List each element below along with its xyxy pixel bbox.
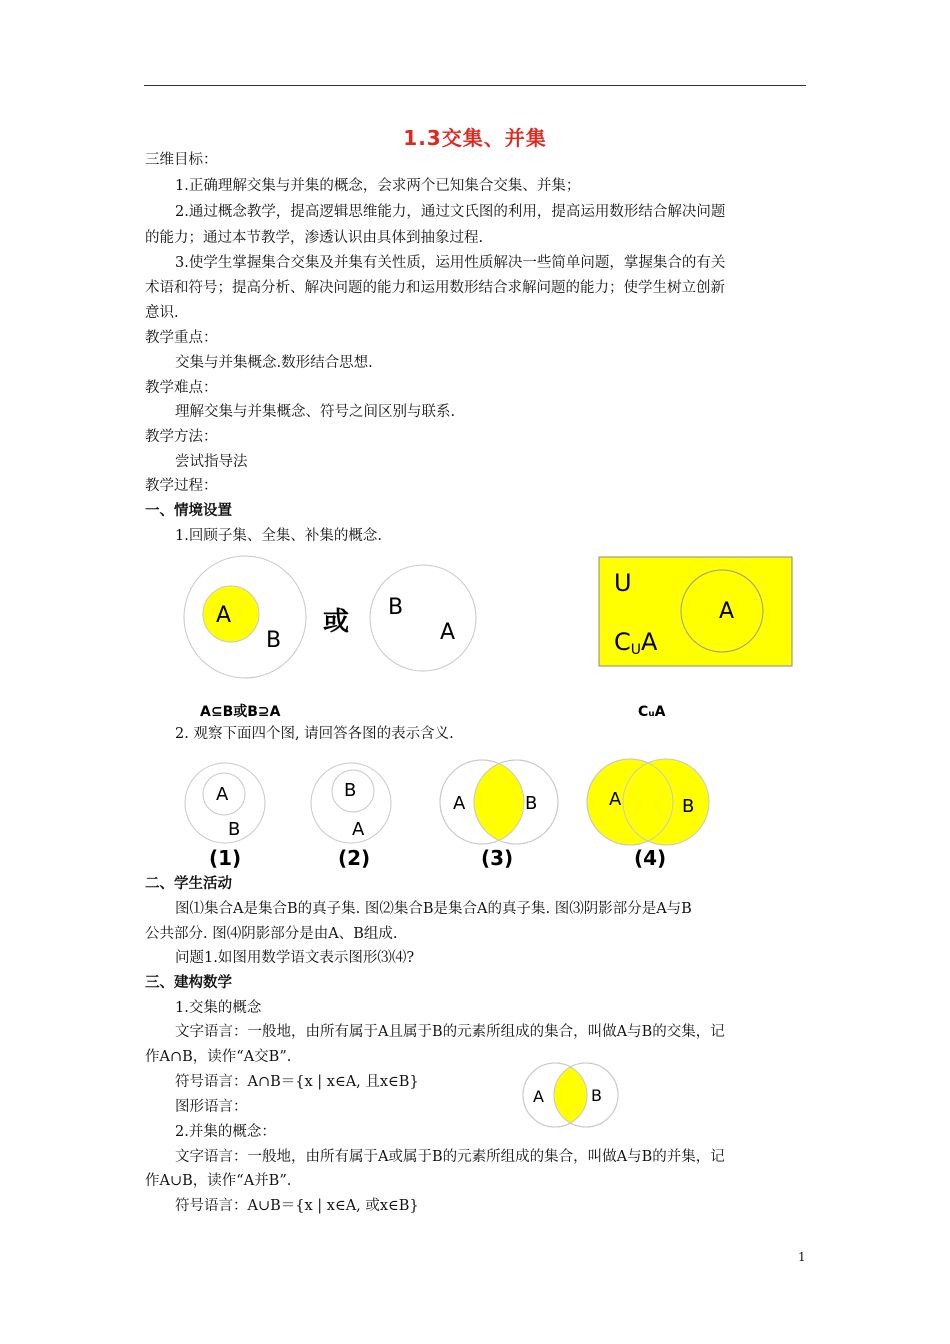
text-line: 1.回顾子集、全集、补集的概念. bbox=[175, 528, 382, 544]
diagram1-label-a: A bbox=[216, 784, 229, 805]
section-heading: 二、学生活动 bbox=[145, 876, 232, 892]
page-number: 1 bbox=[798, 1250, 806, 1264]
text-line: 理解交集与并集概念、符号之间区别与联系. bbox=[175, 404, 456, 420]
label-a: A bbox=[216, 603, 232, 628]
label-complement: CUA bbox=[614, 628, 658, 658]
text-line: 公共部分. 图⑷阴影部分是由A、B组成. bbox=[145, 926, 398, 942]
text-line: 2. 观察下面四个图, 请回答各图的表示含义. bbox=[175, 726, 454, 742]
text-line: 2.通过概念教学，提高逻辑思维能力，通过文氏图的利用，提高运用数形结合解决问题 bbox=[175, 204, 726, 220]
text-line: 文字语言：一般地，由所有属于A或属于B的元素所组成的集合，叫做A与B的并集，记 bbox=[175, 1149, 725, 1165]
caption-3: (3) bbox=[481, 846, 514, 870]
diagram3-label-a: A bbox=[453, 793, 466, 814]
diagram1-label-b: B bbox=[228, 819, 241, 840]
section-heading: 三、建构数学 bbox=[145, 975, 232, 991]
text-line: 1.正确理解交集与并集的概念，会求两个已知集合交集、并集； bbox=[175, 178, 581, 194]
caption-subset: A⊆B或B⊇A bbox=[200, 704, 281, 720]
text-line: 符号语言：A∪B＝{x | x∈A, 或x∈B} bbox=[175, 1198, 419, 1214]
text-line: 符号语言：A∩B＝{x | x∈A, 且x∈B} bbox=[175, 1074, 419, 1090]
caption-complement: CᵤA bbox=[638, 704, 666, 720]
text-line: 尝试指导法 bbox=[175, 454, 248, 470]
text-line: 文字语言：一般地，由所有属于A且属于B的元素所组成的集合，叫做A与B的交集，记 bbox=[175, 1024, 725, 1040]
section-heading: 一、情境设置 bbox=[145, 503, 232, 519]
text-line: 问题1.如图用数学语文表示图形⑶⑷? bbox=[175, 950, 415, 966]
text-line: 交集与并集概念.数形结合思想. bbox=[175, 355, 373, 371]
caption-4: (4) bbox=[634, 846, 667, 870]
text-line: 1.交集的概念 bbox=[175, 1000, 262, 1016]
diagram3-label-b: B bbox=[525, 793, 538, 814]
intersection-label-a: A bbox=[533, 1087, 544, 1106]
label-ua: A bbox=[719, 599, 735, 624]
text-line: 教学重点： bbox=[145, 330, 218, 346]
text-line: 作A∩B，读作“A交B”. bbox=[145, 1049, 292, 1065]
diagram2-label-b: B bbox=[344, 780, 357, 801]
text-line: 教学过程： bbox=[145, 478, 218, 494]
text-line: 教学方法： bbox=[145, 429, 218, 445]
text-line: 意识. bbox=[145, 305, 179, 321]
text-line: 术语和符号；提高分析、解决问题的能力和运用数形结合求解问题的能力；使学生树立创新 bbox=[145, 280, 725, 296]
diagram4-label-b: B bbox=[682, 796, 695, 817]
text-line: 作A∪B，读作“A并B”. bbox=[145, 1173, 292, 1189]
label-a-2: B bbox=[388, 595, 404, 620]
diagram2-label-a: A bbox=[352, 819, 365, 840]
text-line: 三维目标： bbox=[145, 152, 218, 168]
label-b: B bbox=[266, 628, 282, 653]
label-or: 或 bbox=[323, 607, 350, 637]
text-line: 的能力；通过本节教学，渗透认识由具体到抽象过程. bbox=[145, 230, 484, 246]
intersection-label-b: B bbox=[591, 1086, 602, 1105]
caption-2: (2) bbox=[338, 846, 371, 870]
label-b-2: A bbox=[440, 620, 456, 645]
text-line: 3.使学生掌握集合交集及并集有关性质，运用性质解决一些简单问题，掌握集合的有关 bbox=[175, 255, 726, 271]
text-line: 图形语言： bbox=[175, 1099, 248, 1115]
page-title: 1.3交集、并集 bbox=[403, 126, 547, 150]
text-line: 2.并集的概念： bbox=[175, 1124, 276, 1140]
caption-1: (1) bbox=[209, 846, 242, 870]
text-line: 教学难点： bbox=[145, 380, 218, 396]
diagram4-label-a: A bbox=[609, 789, 622, 810]
text-line: 图⑴集合A是集合B的真子集. 图⑵集合B是集合A的真子集. 图⑶阴影部分是A与B bbox=[175, 901, 692, 917]
label-u: U bbox=[614, 569, 632, 597]
